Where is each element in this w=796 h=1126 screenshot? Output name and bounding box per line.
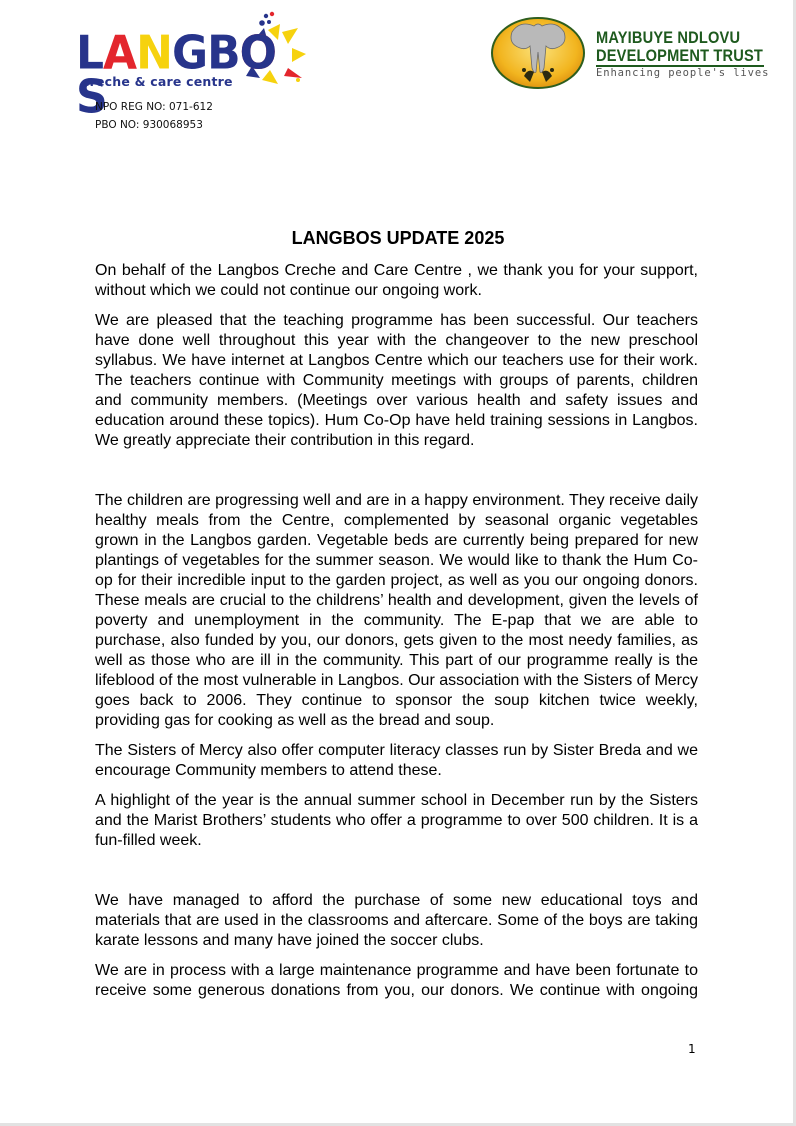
logo-letter: L xyxy=(76,26,104,81)
paragraph: We are pleased that the teaching programme has been successful. Our teachers have done well throughout this year with the changeover to the new preschool syllabus. We have internet at Langbos Centre which our teachers use for their work. The teachers continue with Community meetings with groups of parents, children and community members. (Meetings over various health and safety issues and education around these topics). Hum Co-Op have held training sessions in Langbos. We greatly appreciate their contribution in this regard. xyxy=(95,312,698,449)
page-number: 1 xyxy=(688,1042,696,1056)
document-title: LANGBOS UPDATE 2025 xyxy=(291,228,505,248)
mayibuye-name-line1: MAYIBUYE NDLOVU xyxy=(596,28,741,47)
logo-letter: S xyxy=(76,70,107,125)
paragraph: On behalf of the Langbos Creche and Care Centre , we thank you for your support, without which we could not continue our ongoing work. xyxy=(95,262,698,299)
mayibuye-name-line2: DEVELOPMENT TRUST xyxy=(596,46,764,65)
npo-registration: NPO REG NO: 071-612 xyxy=(95,101,213,113)
paragraph: The Sisters of Mercy also offer computer literacy classes run by Sister Breda and we encourage Community members to attend these. xyxy=(95,742,698,779)
pbo-number: PBO NO: 930068953 xyxy=(95,119,203,131)
logo-letter: G xyxy=(171,26,208,81)
langbos-subtitle: creche & care centre xyxy=(82,74,233,89)
mayibuye-logo xyxy=(488,12,768,92)
paragraph: A highlight of the year is the annual summer school in December run by the Sisters and the Marist Brothers’ students who offer a programme to over 500 children. It is a fun-filled week. xyxy=(95,792,698,849)
paragraph: The children are progressing well and are in a happy environment. They receive daily healthy meals from the Centre, complemented by seasonal organic vegetables grown in the Langbos garden. Vegetable beds are currently being prepared for new plantings of vegetables for the summer season. We would like to thank the Hum Co-op for their incredible input to the garden project, as well as you our ongoing donors. These meals are crucial to the childrens’ health and development, given the levels of poverty and unemployment in the community. The E-pap that we are able to purchase, also funded by you, our donors, gets given to the most needy families, as well as those who are ill in the community. This part of our programme really is the lifeblood of the most vulnerable in Langbos. Our association with the Sisters of Mercy goes back to 2006. They continue to sponsor the soup kitchen twice weekly, providing gas for cooking as well as the bread and soup. xyxy=(95,492,698,729)
paragraph: We are in process with a large maintenance programme and have been fortunate to receive some generous donations from you, our donors. We continue with ongoing xyxy=(95,962,698,999)
logo-letter: A xyxy=(103,26,137,81)
logo-letter: N xyxy=(136,26,172,81)
elephant-emblem-icon xyxy=(490,16,586,90)
logo-letter: B xyxy=(207,26,240,81)
logo-letter: O xyxy=(239,26,277,81)
paragraph: We have managed to afford the purchase of some new educational toys and materials that are used in the classrooms and aftercare. Some of the boys are taking karate lessons and many have joined the soccer clubs. xyxy=(95,892,698,949)
mayibuye-tagline: Enhancing people's lives xyxy=(596,67,770,79)
